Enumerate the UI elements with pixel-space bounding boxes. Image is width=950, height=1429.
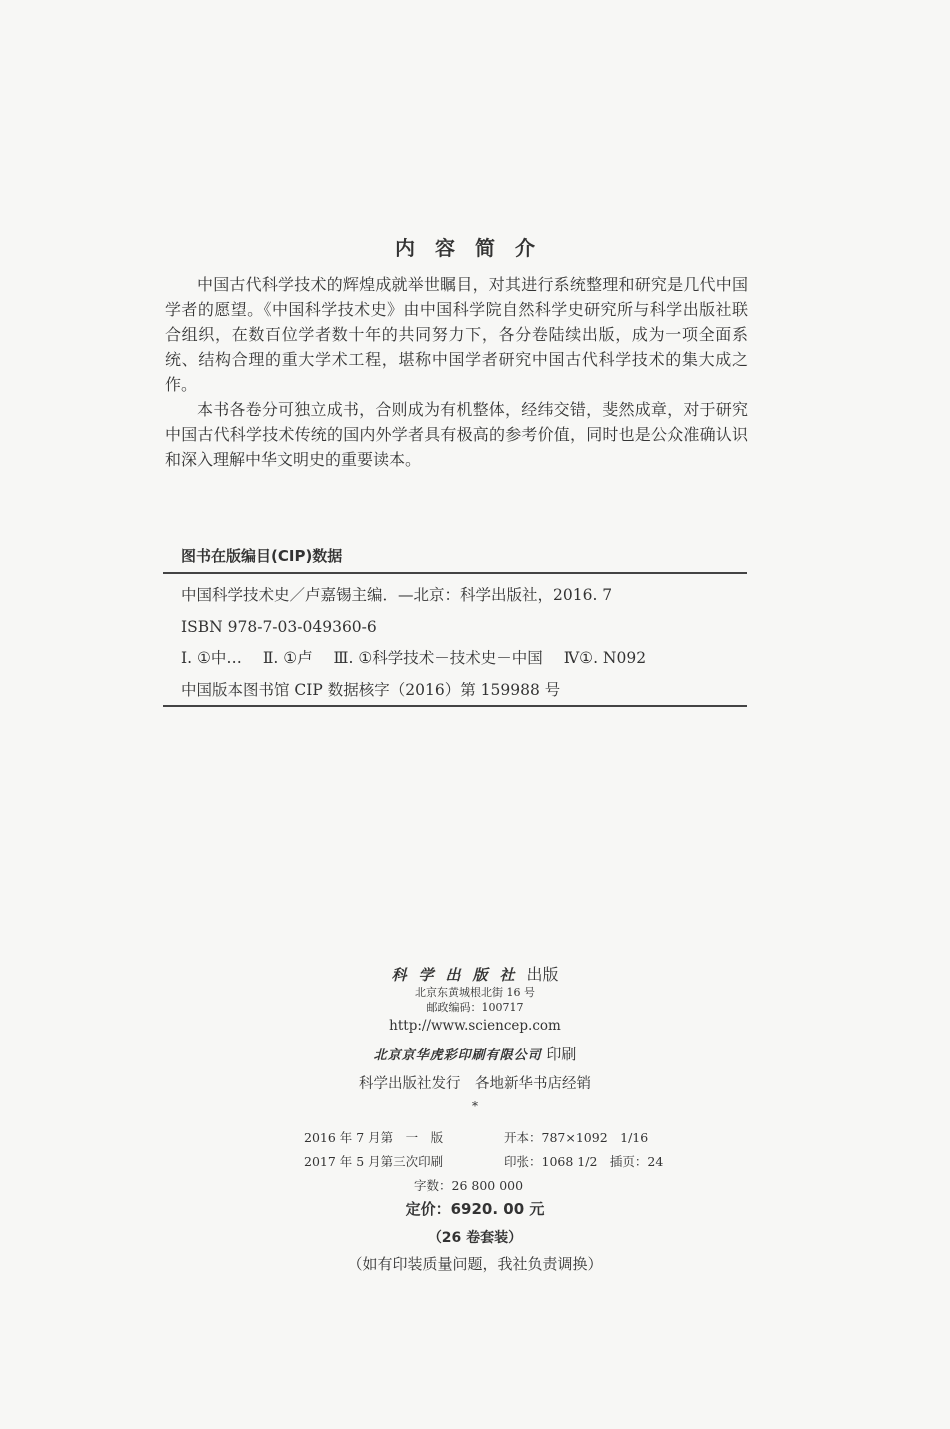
cip-record: 中国科学技术史／卢嘉锡主编．—北京：科学出版社，2016. 7 xyxy=(181,586,613,604)
edition-row xyxy=(304,1126,663,1150)
cip-data xyxy=(181,580,741,706)
summary-paragraph: 中国古代科学技术的辉煌成就举世瞩目，对其进行系统整理和研究是几代中国学者的愿望。《中国科学技术史》由中国科学院自然科学史研究所与科学出版社联合组织，在数百位学者数十年的共同努力下，各分卷陆续出版，成为一项全面系统、结构合理的重大学术工程，堪称中国学者研究中国古代科学技术的集大成之作。 xyxy=(165,275,748,394)
publisher-name: 科学出版社 xyxy=(391,966,527,984)
cip-class-4: Ⅳ①. N092 xyxy=(563,649,647,667)
book-format: 开本：787×1092 1/16 xyxy=(504,1130,649,1145)
publisher-block xyxy=(0,962,950,1113)
divider-star: * xyxy=(472,1099,478,1113)
distribution: 科学出版社发行 各地新华书店经销 xyxy=(359,1076,591,1092)
printer-name: 北京京华虎彩印刷有限公司 xyxy=(373,1048,542,1063)
first-edition: 2016 年 7 月第 一 版 xyxy=(304,1130,444,1145)
cip-class-1: Ⅰ. ①中… xyxy=(181,649,242,667)
print-action: 印刷 xyxy=(546,1045,577,1063)
price: 定价：6920. 00 元 xyxy=(405,1200,545,1218)
price-block xyxy=(0,1198,950,1274)
cip-class-3: Ⅲ. ①科学技术－技术史－中国 xyxy=(333,649,543,667)
publisher-line xyxy=(0,962,950,985)
publisher-postcode: 邮政编码：100717 xyxy=(426,1001,524,1014)
quality-notice: （如有印装质量问题，我社负责调换） xyxy=(347,1255,603,1273)
cip-heading: 图书在版编目(CIP)数据 xyxy=(181,547,343,565)
summary-title: 内容简介 xyxy=(395,236,555,260)
cip-classification xyxy=(181,643,741,675)
printed-sheets: 印张：1068 1/2 插页：24 xyxy=(504,1154,664,1169)
summary-paragraph: 本书各卷分可独立成书，合则成为有机整体，经纬交错，斐然成章，对于研究中国古代科学技术传统的国内外学者具有极高的参考价值，同时也是公众准确认识和深入理解中华文明史的重要读本。 xyxy=(165,400,748,469)
edition-row xyxy=(304,1150,663,1174)
printing: 2017 年 5 月第三次印刷 xyxy=(304,1154,444,1169)
cip-core-number: 中国版本图书馆 CIP 数据核字（2016）第 159988 号 xyxy=(181,680,561,699)
set-note: （26 卷套装） xyxy=(427,1230,523,1246)
summary-text xyxy=(165,272,748,472)
publisher-url: http://www.sciencep.com xyxy=(389,1018,561,1034)
cip-isbn: ISBN 978-7-03-049360-6 xyxy=(181,617,377,636)
publisher-action: 出版 xyxy=(526,965,559,984)
publisher-address: 北京东黄城根北街 16 号 xyxy=(415,986,535,999)
word-count: 字数：26 800 000 xyxy=(414,1178,524,1193)
edition-info xyxy=(304,1126,663,1198)
cip-class-2: Ⅱ. ①卢 xyxy=(262,649,313,667)
printer-line xyxy=(0,1043,950,1064)
